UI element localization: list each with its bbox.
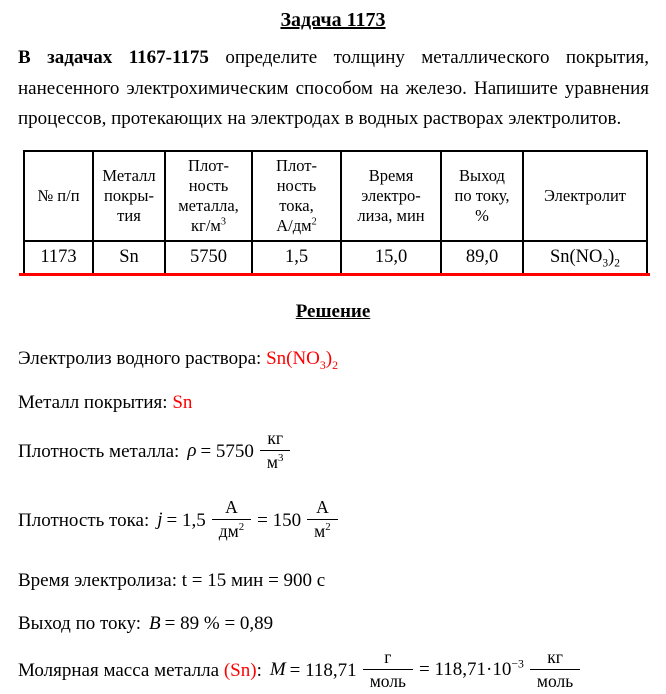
cell-num: 1173: [24, 241, 93, 274]
solution-line-time: [18, 569, 666, 593]
intro-bold-range: В задачах 1167-1175: [18, 47, 209, 68]
solution-line-metal: [18, 391, 666, 415]
exponent-minus-3: −3: [511, 658, 524, 672]
electrolysis-label: Электролиз водного раствора:: [18, 347, 262, 369]
solution-line-electrolysis: [18, 347, 666, 371]
fraction-kg-per-m3: $\frac{кг}{м^3}$: [260, 428, 291, 473]
molar-metal-red: (Sn): [223, 659, 257, 681]
table-header-time: Время электро- лиза, мин: [341, 151, 441, 241]
molar-label: Молярная масса металла: [18, 659, 220, 681]
problems-table: [23, 150, 648, 275]
problems-table-wrap: [23, 150, 646, 275]
cell-yield: 89,0: [441, 241, 523, 274]
current-symbol: j: [157, 509, 163, 531]
page-title: Задача 1173: [280, 9, 386, 31]
electrolysis-formula: $Sn(NO_3)_2$: [266, 347, 339, 372]
cell-time: 15,0: [341, 241, 441, 274]
solution-line-metal-density: Плотность металла: ρ = 5750 $\frac{кг}{м^3}$: [18, 430, 666, 475]
table-header-metal: Металл покры- тия: [93, 151, 165, 241]
table-header-yield: Выход по току, %: [441, 151, 523, 241]
yield-label: Выход по току:: [18, 612, 142, 634]
document-page: [0, 9, 666, 689]
cell-current-density: 1,5: [252, 241, 341, 274]
time-label: Время электролиза:: [18, 569, 177, 591]
yield-symbol: B: [149, 612, 161, 634]
yield-value: = 89 % = 0,89: [164, 612, 274, 634]
intro-paragraph: [18, 43, 649, 135]
table-header-metal-density: Плот- ность металла, $кг/м^3$: [165, 151, 252, 241]
table-header-current-density: Плот- ность тока, $А/дм^2$: [252, 151, 341, 241]
solution-heading: Решение: [295, 300, 371, 322]
molar-symbol: M: [269, 659, 286, 681]
table-header-row: [24, 151, 647, 241]
time-value: t = 15 мин = 900 с: [181, 569, 326, 591]
metal-label: Металл покрытия:: [18, 391, 168, 413]
metal-value: Sn: [172, 391, 193, 413]
solution-line-yield: [18, 612, 666, 636]
density-label: Плотность металла:: [18, 440, 180, 462]
fraction-a-per-m2: $\frac{А}{м^2}$: [307, 497, 338, 542]
intro-text: определите толщину металлического покрытия, нанесенного электрохимическим способом на железо. Напишите уравнения процессов, протекающих на электродах в водных растворах электролитов.: [18, 47, 650, 129]
red-underline-divider: [19, 273, 650, 276]
cell-metal: Sn: [93, 241, 165, 274]
density-symbol: ρ: [187, 440, 197, 462]
fraction-kg-per-mol: $\frac{кг}{\text{моль}}$: [530, 647, 580, 692]
current-label: Плотность тока:: [18, 509, 150, 531]
cell-metal-density: 5750: [165, 241, 252, 274]
table-header-num: № п/п: [24, 151, 93, 241]
cell-electrolyte: $Sn(NO_3)_2$: [523, 241, 647, 274]
solution-line-current-density: Плотность тока: j = 1,5 $\frac{А}{дм^2}$ = 150 $\frac{А}{м^2}$: [18, 499, 666, 544]
solution-line-molar-mass: Молярная масса металла (Sn): M = 118,71 $\frac{г}{\text{моль}}$ = $118,71\cdot 10^{-3}$ $\frac{кг}{\text{моль}}$: [18, 649, 666, 694]
fraction-a-per-dm2: $\frac{А}{дм^2}$: [212, 497, 251, 542]
fraction-g-per-mol: $\frac{г}{\text{моль}}$: [363, 647, 413, 692]
table-header-electrolyte: Электролит: [523, 151, 647, 241]
table-row: [24, 241, 647, 274]
